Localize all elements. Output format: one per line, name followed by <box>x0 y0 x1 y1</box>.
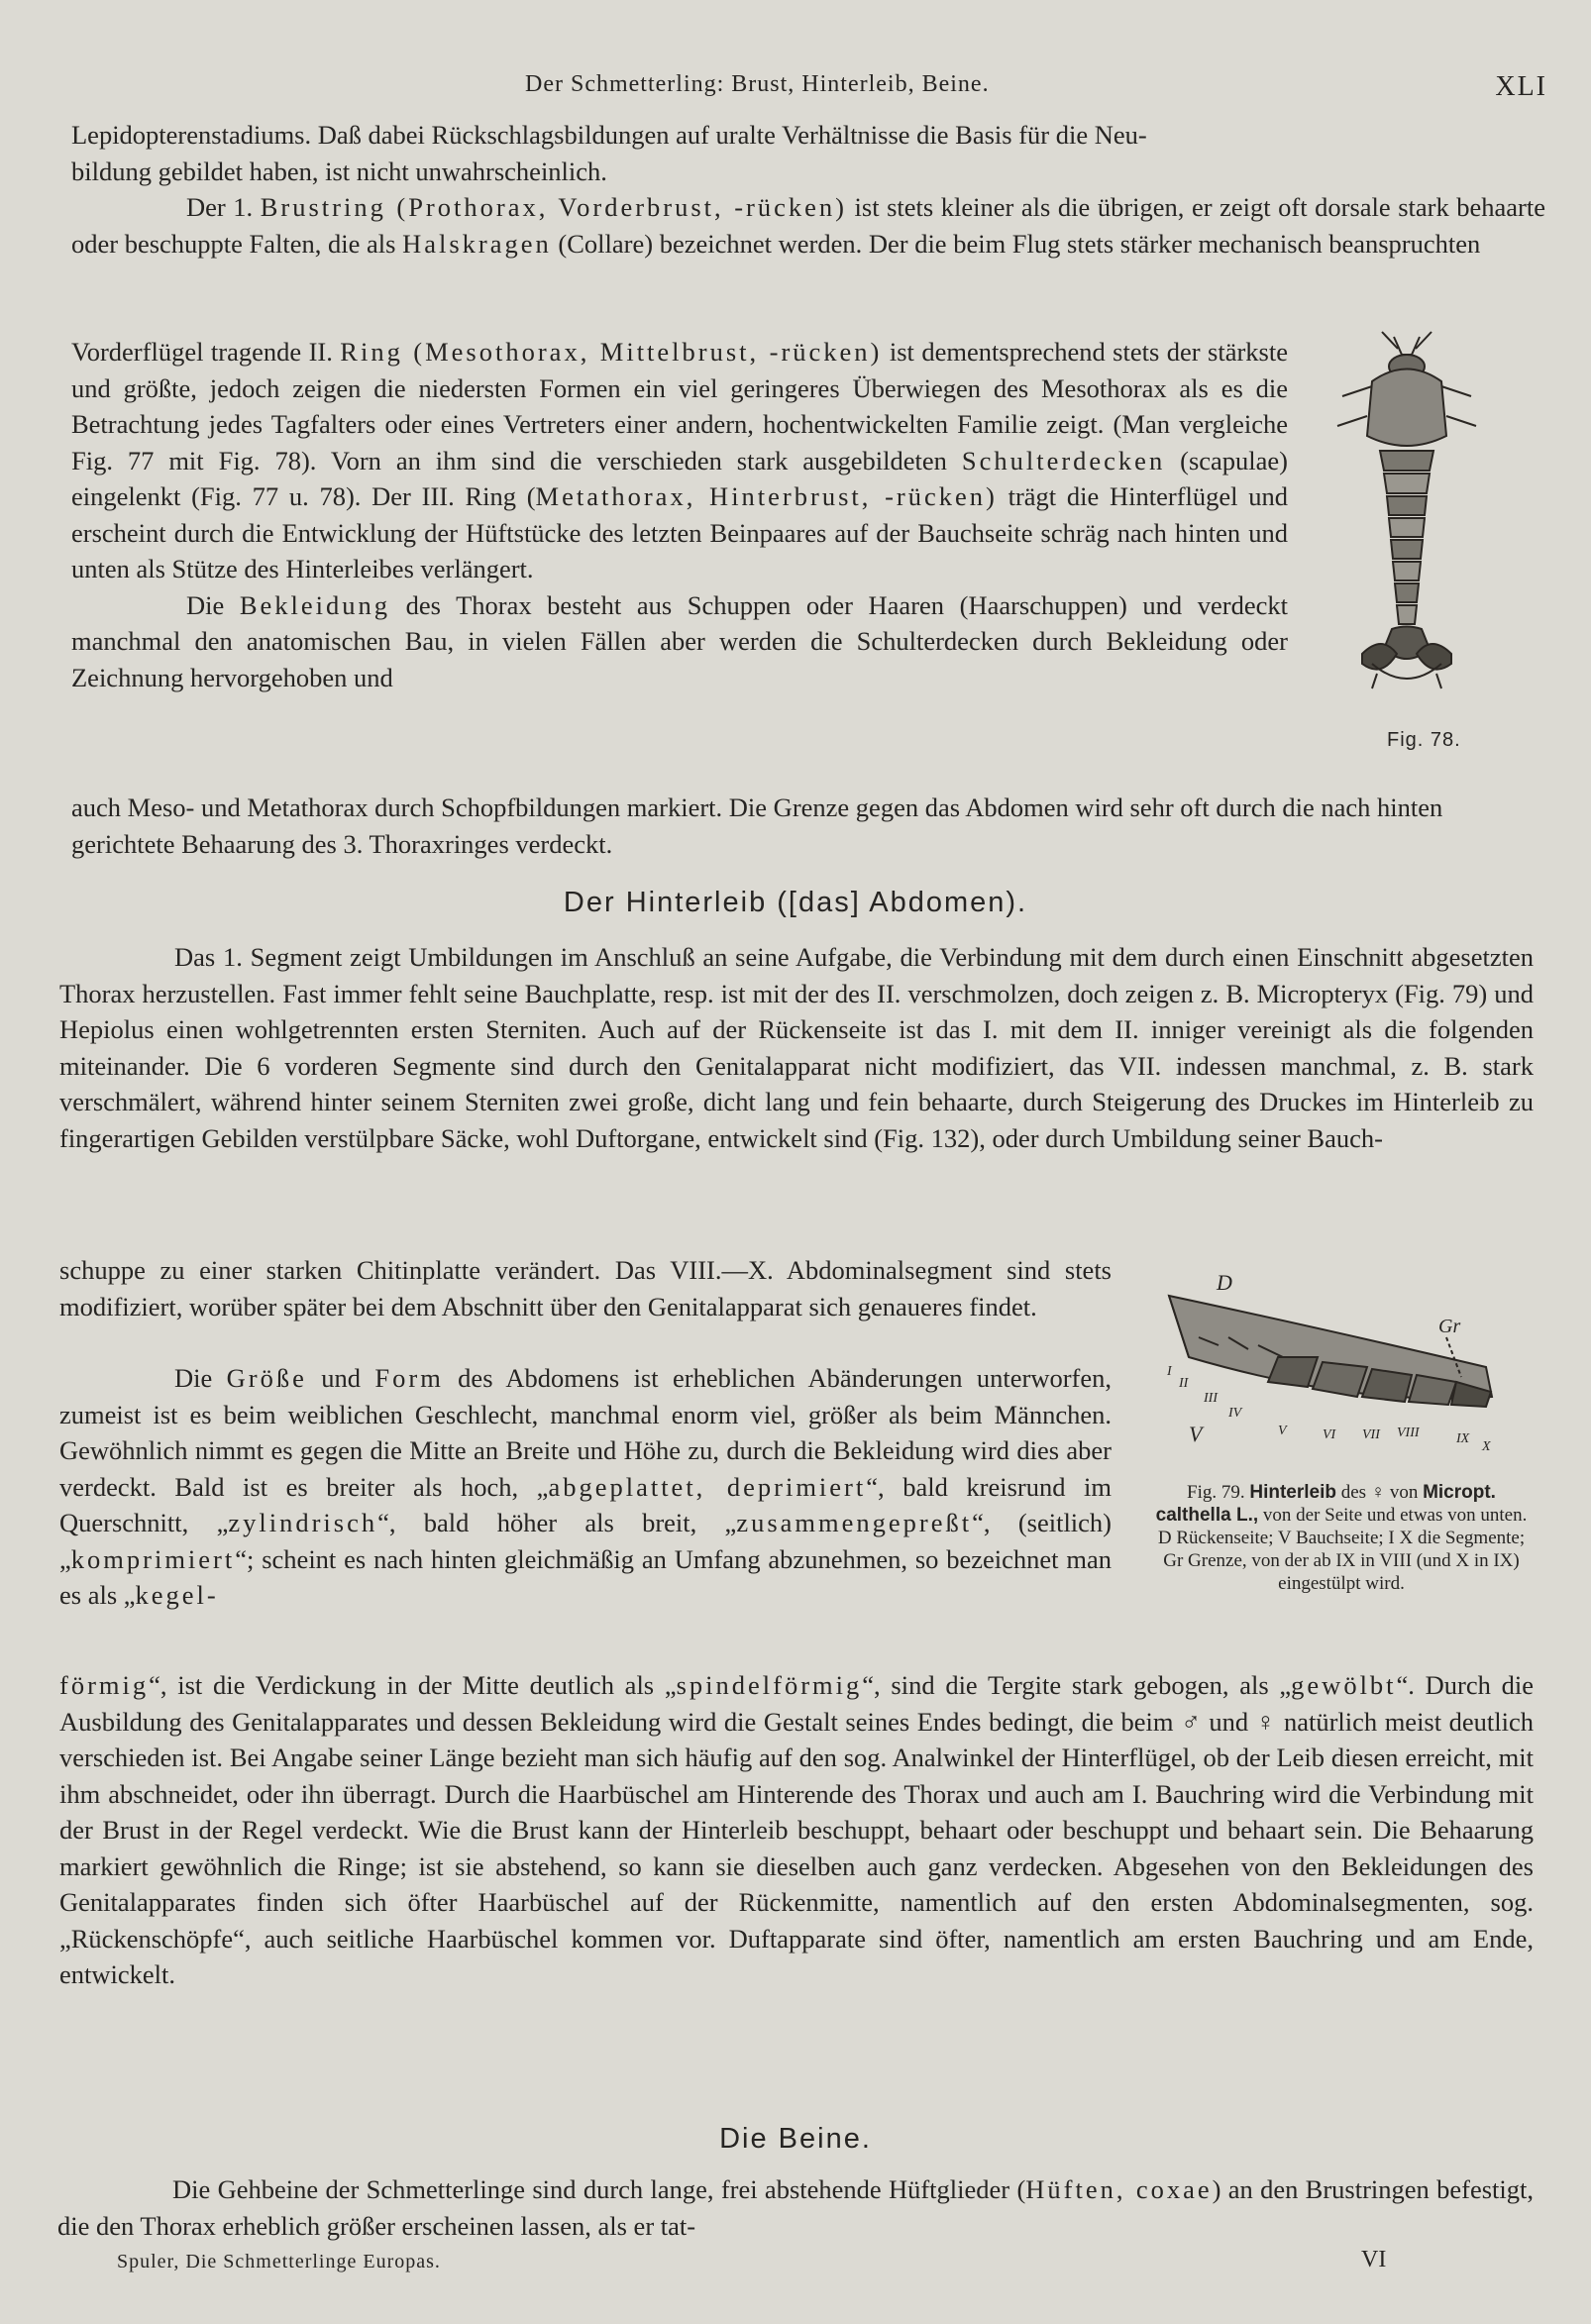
fig78-illustration <box>1332 327 1481 723</box>
term-halskragen: Halskragen <box>402 228 552 259</box>
segment-paragraph-cont: schuppe zu einer starken Chitinplatte verändert. Das VIII.—X. Abdominalsegment sind stets modifiziert, worüber später bei dem Abschnitt über den Genitalapparat sich genaueres findet. <box>59 1255 1112 1321</box>
text-run: “, sind die Tergite stark gebogen, als „ <box>862 1670 1292 1700</box>
text-run: “, ist die Verdickung in der Mitte deutlich als „ <box>149 1670 677 1700</box>
fig79-seg-label: VI <box>1323 1427 1336 1442</box>
text-run: Der 1. <box>186 192 261 222</box>
intro-line-1: Lepidopterenstadiums. Daß dabei Rückschlagsbildungen auf uralte Verhältnisse die Basis für die Neu- <box>71 120 1147 150</box>
text-run: Die <box>186 589 240 620</box>
beine-text <box>57 2171 1534 2244</box>
fig79-seg-label: X <box>1482 1439 1491 1454</box>
text-run: (Collare) bezeichnet werden. Der die beim Flug stets stärker mechanisch beanspruchten <box>551 228 1481 259</box>
term-brustring: Brustring (Prothorax, Vorderbrust, -rücken) <box>260 192 847 222</box>
fig78-caption: Fig. 78. <box>1387 729 1461 751</box>
term-spindelfoermig: spindelförmig <box>676 1670 863 1700</box>
term-groesse: Größe <box>226 1363 307 1393</box>
fig79-seg-label: IV <box>1228 1406 1242 1421</box>
fig79-seg-label: V <box>1278 1424 1287 1438</box>
text-run: “, (seitlich) „ <box>59 1508 1112 1574</box>
fig79-seg-label: IX <box>1456 1431 1470 1446</box>
term-bekleidung: Bekleidung <box>239 589 391 620</box>
section-heading-hinterleib: Der Hinterleib ([das] Abdomen). <box>563 887 1028 918</box>
prothorax-paragraph <box>71 189 1545 262</box>
text-run: ist dementsprechend stets der stärkste und größte, jedoch zeigen die niedersten Formen ein viel geringeres Überwiegen des Mesothorax als es die Betrachtung jedes Tagfalters oder eines Vertreters einer andern, hochentwickelten Familie zeigt. (Man vergleiche Fig. 77 mit Fig. 78). Vorn an ihm sind die verschieden stark ausgebildeten <box>71 337 1288 475</box>
text-run: Die <box>174 1363 227 1393</box>
running-header <box>0 71 1591 111</box>
footer-signature: VI <box>1361 2247 1387 2272</box>
thorax-tail-text: auch Meso- und Metathorax durch Schopfbildungen markiert. Die Grenze gegen das Abdomen wird sehr oft durch die nach hinten gerichtete Behaarung des 3. Thoraxringes verdeckt. <box>71 792 1443 859</box>
text-run: “. Durch die Ausbildung des Genitalapparates und dessen Bekleidung wird die Gestalt seines Endes bedingt, die beim ♂ und ♀ natürlich meist deutlich verschieden ist. Bei Angabe seiner Länge bezieht man sich häufig auf den sog. Analwinkel der Hinterflügel, ob der Leib diesen erreicht, mit ihm abschneidet, oder ihn überragt. Durch die Haarbüschel am Hinterende des Thorax und auch am I. Bauchring wird die Verbindung mit der Brust in der Regel verdeckt. Wie die Brust kann der Hinterleib beschuppt, behaart oder beschuppt und behaart sein. Die Behaarung markiert gewöhnlich die Ringe; ist sie abstehend, so kann sie dieselben auch ganz verdecken. Abgesehen von den Bekleidungen des Genitalapparates finden sich öfter Haarbüschel auf der Rückenmitte, namentlich auf den ersten Abdominalsegmenten, sog. „Rückenschöpfe“, auch seitliche Haarbüschel kommen vor. Duftapparate sind öfter, namentlich am ersten Bauchring und am Ende, entwickelt. <box>59 1670 1534 1989</box>
beine-paragraph <box>57 2171 1534 2244</box>
mesothorax-paragraph <box>71 334 1288 587</box>
term-abgeplattet: abgeplattet, deprimiert <box>548 1471 867 1502</box>
text-run: ) an den Brustringen befestigt, die den Thorax erheblich größer erscheinen lassen, als er tat- <box>57 2174 1534 2241</box>
term-ring-mesothorax: Ring (Mesothorax, Mittelbrust, -rücken) <box>340 337 883 367</box>
term-foermig: förmig <box>59 1670 150 1700</box>
form-column <box>59 1360 1112 1614</box>
text-run: Die Gehbeine der Schmetterlinge sind durch lange, frei abstehende Hüftglieder ( <box>172 2174 1026 2204</box>
fig79-label-d: D <box>1217 1270 1232 1295</box>
text-run: und <box>306 1363 375 1393</box>
intro-line-2: bildung gebildet haben, ist nicht unwahrscheinlich. <box>71 156 607 186</box>
term-gewoelbt: gewölbt <box>1291 1670 1397 1700</box>
fig79-seg-label: II <box>1179 1376 1189 1391</box>
abdomen-intro <box>59 939 1534 1156</box>
text-run: (scapulae) eingelenkt (Fig. 77 u. 78). Der III. Ring ( <box>71 445 1288 511</box>
fig79-label-gr: Gr <box>1438 1316 1461 1337</box>
form-paragraph-cont <box>59 1667 1534 1993</box>
fig79-illustration <box>1159 1268 1526 1476</box>
term-form: Form <box>374 1363 444 1393</box>
term-zylindrisch: zylindrisch <box>228 1508 378 1537</box>
text-run: “, bald höher als breit, „ <box>377 1508 737 1537</box>
fig79-label-v: V <box>1189 1422 1203 1446</box>
term-komprimiert: komprimiert <box>70 1543 236 1574</box>
text-run: Micropt. calthella L., <box>1155 1482 1496 1526</box>
thorax-tail-paragraph <box>71 790 1545 862</box>
form-tail <box>59 1667 1534 1993</box>
thorax-column <box>71 334 1288 695</box>
term-schulterdecken: Schulterdecken <box>961 445 1166 475</box>
text-run: Hinterleib <box>1249 1482 1336 1503</box>
fig79-seg-label: VIII <box>1397 1426 1420 1440</box>
text-run: “; scheint es nach hinten gleichmäßig an Umfang abzunehmen, so bezeichnet man es als „ <box>59 1543 1112 1610</box>
running-title: Der Schmetterling: Brust, Hinterleib, Beine. <box>525 71 990 97</box>
fig79-seg-label: I <box>1167 1364 1172 1379</box>
footer-book-title: Spuler, Die Schmetterlinge Europas. <box>117 2251 441 2272</box>
term-hueften: Hüften, coxae <box>1025 2174 1213 2204</box>
term-kegel: kegel- <box>135 1580 219 1610</box>
intro-paragraph <box>71 117 1545 262</box>
text-run: Vorderflügel tragende II. <box>71 337 341 367</box>
text-run: des Abdomens ist erheblichen Abänderungen unterworfen, zumeist ist es beim weiblichen Geschlecht, manchmal enorm viel, größer als beim Männchen. Gewöhnlich nimmt es gegen die Mitte an Breite und Höhe zu, durch die Bekleidung wird dies aber verdeckt. Bald ist es breiter als hoch, „ <box>59 1363 1113 1502</box>
text-run: des ♀ von <box>1336 1482 1424 1503</box>
text-run: ist stets kleiner als die übrigen, er zeigt oft dorsale stark behaarte oder beschuppte Falten, die als <box>71 192 1545 259</box>
section-heading-beine: Die Beine. <box>719 2123 872 2155</box>
abdomen-column <box>59 1252 1112 1324</box>
bekleidung-paragraph <box>71 587 1288 696</box>
segment-paragraph: Das 1. Segment zeigt Umbildungen im Anschluß an seine Aufgabe, die Verbindung mit dem durch einen Einschnitt abgesetzten Thorax herzustellen. Fast immer fehlt seine Bauchplatte, resp. ist mit der des II. verschmolzen, doch zeigen z. B. Micropteryx (Fig. 79) und Hepiolus einen wohlgetrennten ersten Sterniten. Auch auf der Rückenseite ist das I. mit dem II. inniger vereinigt als die folgenden miteinander. Die 6 vorderen Segmente sind durch den Genitalapparat nicht modifiziert, das VII. indessen manchmal, z. B. stark verschmälert, während hinter seinem Sterniten zwei große, dicht lang und fein behaarte, durch Steigerung des Druckes im Hinterleib zu fingerartigen Gebilden verstülpbare Säcke, wohl Duftorgane, entwickelt sind (Fig. 132), oder durch Umbildung seiner Bauch- <box>59 942 1534 1153</box>
text-run: trägt die Hinterflügel und erscheint durch die Entwicklung der Hüftstücke des letzten Beinpaares auf der Bauchseite schräg nach hinten und unten als Stütze des Hinterleibes verlängert. <box>71 481 1288 583</box>
fig79-seg-label: VII <box>1362 1427 1380 1442</box>
text-run: von der Seite und etwas von unten. D Rückenseite; V Bauchseite; I X die Segmente; Gr Grenze, von der ab IX in VIII (und X in IX) eingestülpt wird. <box>1157 1505 1528 1594</box>
text-run: “, bald kreisrund im Querschnitt, „ <box>59 1471 1113 1537</box>
fig79-caption <box>1154 1481 1529 1595</box>
fig79-seg-label: III <box>1204 1391 1218 1406</box>
text-run: Fig. 79. <box>1187 1482 1250 1503</box>
page-number: XLI <box>1495 71 1547 102</box>
text-run: des Thorax besteht aus Schuppen oder Haaren (Haarschuppen) und verdeckt manchmal den anatomischen Bau, in vielen Fällen aber werden die Schulterdecken durch Bekleidung oder Zeichnung hervorgehoben und <box>71 589 1288 692</box>
term-metathorax: Metathorax, Hinterbrust, -rücken) <box>535 481 998 511</box>
term-zusammengepresst: zusammengepreßt <box>736 1508 973 1537</box>
form-paragraph <box>59 1360 1112 1614</box>
